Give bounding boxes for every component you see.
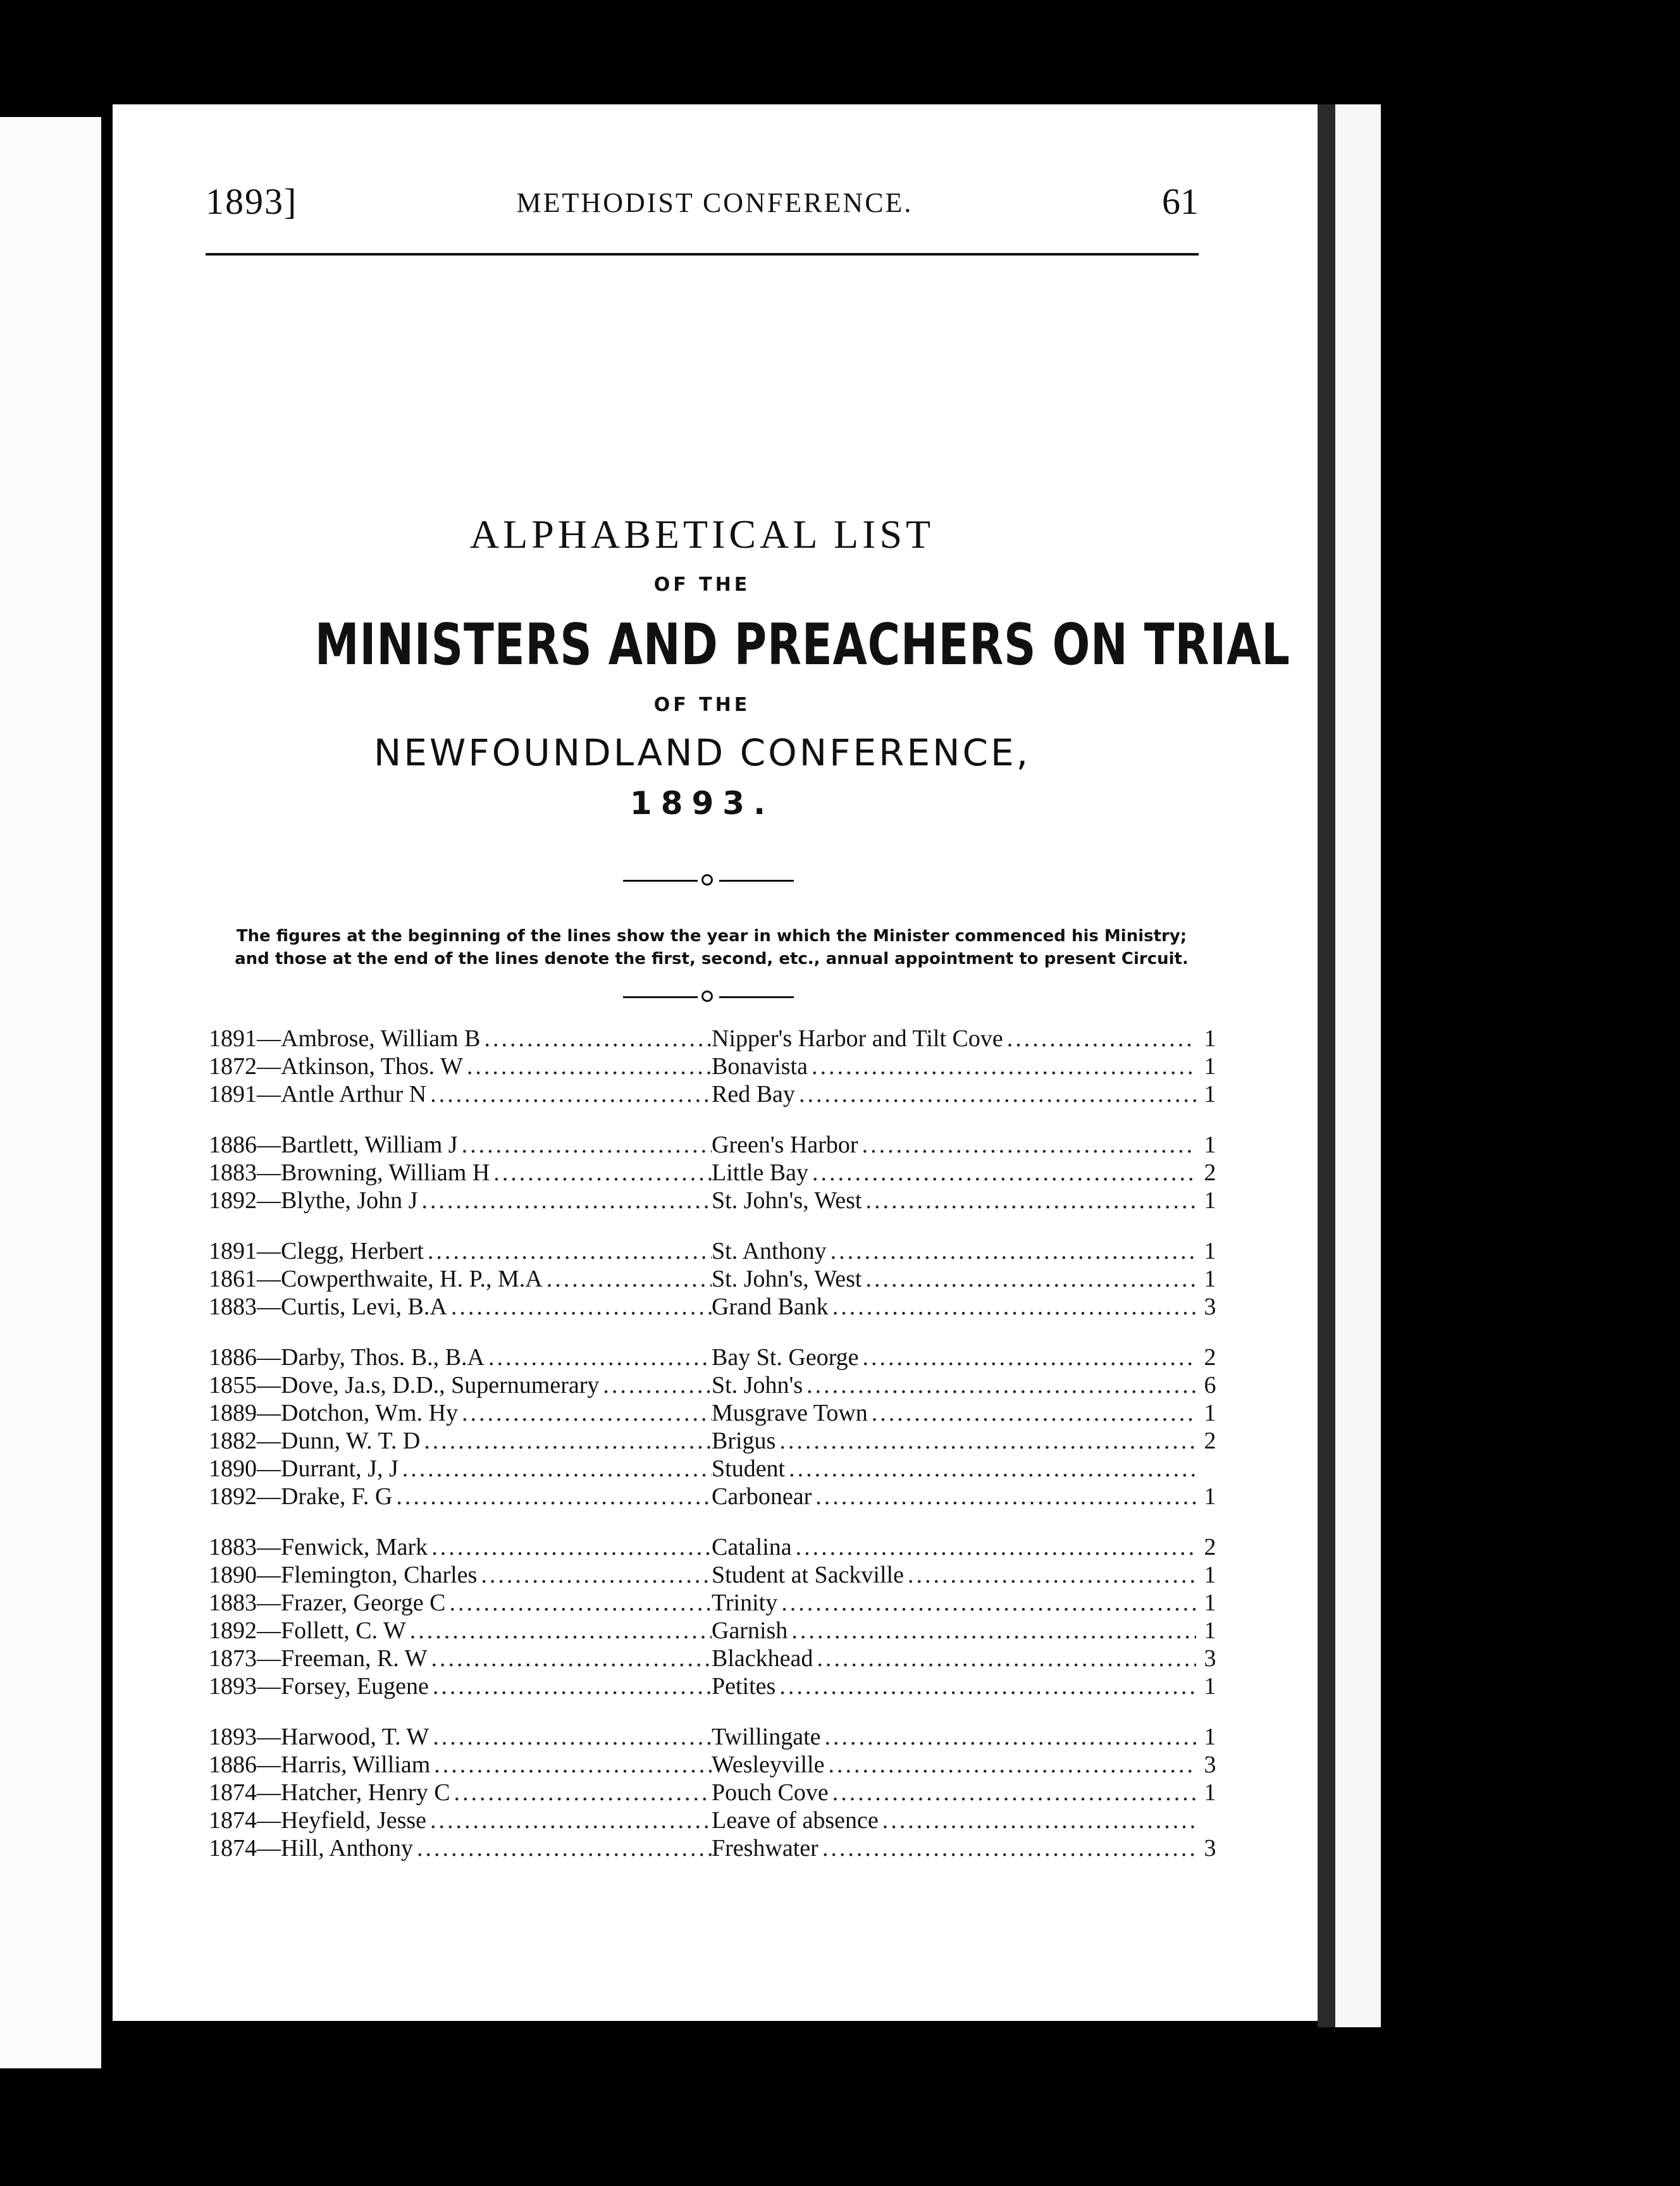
start-year: 1874 [209,1835,257,1862]
start-year: 1882 [209,1428,257,1454]
list-item [209,1533,1224,1561]
circuit-name: Pouch Cove [712,1779,829,1806]
dash-separator: — [257,1132,281,1158]
title-line-2: OF THE [653,574,751,596]
dash-separator: — [257,1053,281,1080]
list-item [209,1080,1224,1108]
circuit-name: Bonavista [712,1053,808,1080]
start-year: 1886 [209,1751,257,1778]
leader-dots [398,1455,712,1483]
title-line-1: ALPHABETICAL LIST [469,512,935,557]
start-year: 1890 [209,1562,257,1588]
minister-name: Heyfield, Jesse [281,1807,427,1834]
dash-separator: — [257,1617,281,1644]
leader-dots [827,1237,1196,1265]
leader-dots [829,1293,1196,1321]
leader-dots [430,1751,712,1779]
leader-dots [775,1672,1196,1700]
leader-dots [406,1617,712,1645]
note-line-2: and those at the end of the lines denote the first, second, etc., annual appointment to present Circuit. [235,949,1189,968]
dash-separator: — [257,1428,281,1454]
dash-separator: — [257,1807,281,1834]
leader-dots [543,1265,712,1293]
circuit-name: Freshwater [712,1835,818,1862]
appointment-number: 1 [1204,1590,1216,1616]
start-year: 1874 [209,1807,257,1834]
circuit-name: Student at Sackville [712,1562,904,1588]
leader-dots [777,1589,1196,1617]
dash-separator: — [257,1751,281,1778]
list-item [209,1371,1224,1399]
start-year: 1883 [209,1294,257,1320]
list-item [209,1561,1224,1589]
minister-name: Browning, William H [281,1159,490,1186]
leader-dots [821,1723,1196,1751]
leader-dots [490,1159,712,1187]
appointment-number: 1 [1204,1673,1216,1700]
list-item [209,1645,1224,1672]
minister-name: Hill, Anthony [281,1835,414,1862]
circuit-name: St. John's, West [712,1266,862,1292]
dash-separator: — [257,1344,281,1371]
ornamental-divider [623,991,794,1003]
dash-separator: — [257,1562,281,1588]
appointment-number: 3 [1204,1751,1216,1778]
list-group [209,1025,1224,1108]
leader-dots [808,1159,1196,1187]
start-year: 1891 [209,1238,257,1264]
start-year: 1883 [209,1590,257,1616]
list-item [209,1025,1224,1053]
title-conference: NEWFOUNDLAND CONFERENCE, [373,731,1031,774]
minister-name: Curtis, Levi, B.A [281,1294,447,1320]
start-year: 1883 [209,1159,257,1186]
list-item [209,1672,1224,1700]
start-year: 1861 [209,1266,257,1292]
circuit-name: Leave of absence [712,1807,879,1834]
dash-separator: — [257,1400,281,1426]
leader-dots [795,1080,1196,1108]
dash-separator: — [257,1238,281,1264]
leader-dots [792,1533,1196,1561]
list-group [209,1131,1224,1214]
minister-name: Flemington, Charles [281,1562,478,1588]
minister-name: Hatcher, Henry C [281,1779,450,1806]
appointment-number: 3 [1204,1645,1216,1672]
appointment-number: 1 [1204,1483,1216,1510]
minister-name: Harris, William [281,1751,431,1778]
dash-separator: — [257,1483,281,1510]
book-gutter [101,117,113,2068]
ministers-list [209,1025,1224,1885]
list-group [209,1533,1224,1700]
dash-separator: — [257,1159,281,1186]
leader-dots [477,1561,712,1589]
minister-name: Follett, C. W [281,1617,406,1644]
leader-dots [447,1293,712,1321]
minister-name: Bartlett, William J [281,1132,458,1158]
list-item [209,1751,1224,1779]
appointment-number: 1 [1204,1617,1216,1644]
leader-dots [429,1672,712,1700]
ornamental-divider [623,874,794,887]
leader-dots [1003,1025,1196,1053]
minister-name: Forsey, Eugene [281,1673,429,1700]
list-item [209,1159,1224,1187]
minister-name: Durrant, J, J [281,1455,398,1482]
leader-dots [788,1617,1196,1645]
circuit-name: St. Anthony [712,1238,827,1264]
appointment-number: 2 [1204,1534,1216,1560]
circuit-name: Student [712,1455,786,1482]
leader-dots [812,1483,1196,1510]
list-item [209,1779,1224,1806]
circuit-name: Trinity [712,1590,778,1616]
start-year: 1855 [209,1372,257,1399]
dash-separator: — [257,1645,281,1672]
appointment-number: 1 [1204,1779,1216,1806]
circuit-name: Blackhead [712,1645,813,1672]
next-page-edge [1335,104,1381,2027]
start-year: 1890 [209,1455,257,1482]
title-line-4: OF THE [653,694,751,716]
dash-separator: — [257,1455,281,1482]
leader-dots [480,1025,712,1053]
leader-dots [859,1343,1196,1371]
header-rule [206,253,1199,256]
list-item [209,1455,1224,1483]
circuit-name: Brigus [712,1428,776,1454]
circuit-name: St. John's, West [712,1187,862,1214]
circuit-name: Carbonear [712,1483,812,1510]
appointment-number: 1 [1204,1266,1216,1292]
start-year: 1891 [209,1025,257,1052]
note-line-1: The figures at the beginning of the lines show the year in which the Minister commenced his Ministry; [236,927,1187,946]
page-edge-shadow [1318,104,1335,2027]
list-item [209,1589,1224,1617]
minister-name: Darby, Thos. B., B.A [281,1344,485,1371]
circuit-name: Wesleyville [712,1751,825,1778]
minister-name: Clegg, Herbert [281,1238,424,1264]
circuit-name: Garnish [712,1617,788,1644]
leader-dots [429,1723,712,1751]
appointment-number: 1 [1204,1562,1216,1588]
title-block [206,506,1290,829]
appointment-number: 1 [1204,1132,1216,1158]
dash-separator: — [257,1294,281,1320]
explanatory-note [206,925,1218,970]
list-item [209,1617,1224,1645]
leader-dots [413,1834,712,1862]
start-year: 1883 [209,1534,257,1560]
leader-dots [868,1399,1196,1427]
minister-name: Dunn, W. T. D [281,1428,421,1454]
circuit-name: St. John's [712,1372,803,1399]
leader-dots [420,1427,712,1455]
leader-dots [446,1589,712,1617]
list-group [209,1343,1224,1510]
facing-page-edge [0,117,101,2068]
leader-dots [599,1371,712,1399]
dash-separator: — [257,1025,281,1052]
minister-name: Atkinson, Thos. W [281,1053,463,1080]
leader-dots [392,1483,712,1510]
leader-dots [417,1187,712,1214]
list-item [209,1293,1224,1321]
appointment-number: 1 [1204,1187,1216,1214]
dash-separator: — [257,1266,281,1292]
start-year: 1873 [209,1645,257,1672]
list-item [209,1265,1224,1293]
running-head-title: METHODIST CONFERENCE. [516,187,913,218]
leader-dots [808,1053,1196,1080]
leader-dots [428,1533,712,1561]
dash-separator: — [257,1779,281,1806]
running-head-year: 1893] [206,181,298,222]
leader-dots [463,1053,712,1080]
leader-dots [785,1455,1196,1483]
leader-dots [862,1187,1196,1214]
appointment-number: 1 [1204,1724,1216,1750]
list-item [209,1483,1224,1510]
leader-dots [426,1806,712,1834]
start-year: 1893 [209,1724,257,1750]
appointment-number: 2 [1204,1428,1216,1454]
list-group [209,1723,1224,1862]
circuit-name: Green's Harbor [712,1132,858,1158]
appointment-number: 2 [1204,1344,1216,1371]
minister-name: Dotchon, Wm. Hy [281,1400,459,1426]
dash-separator: — [257,1724,281,1750]
leader-dots [450,1779,712,1806]
list-item [209,1237,1224,1265]
circuit-name: Nipper's Harbor and Tilt Cove [712,1025,1003,1052]
minister-name: Fenwick, Mark [281,1534,428,1560]
start-year: 1874 [209,1779,257,1806]
start-year: 1892 [209,1187,257,1214]
leader-dots [424,1237,712,1265]
list-item [209,1399,1224,1427]
list-item [209,1723,1224,1751]
leader-dots [775,1427,1196,1455]
start-year: 1891 [209,1081,257,1108]
running-head [206,180,1199,231]
leader-dots [829,1779,1196,1806]
appointment-number: 1 [1204,1081,1216,1108]
title-main: MINISTERS AND PREACHERS ON TRIAL [314,612,1290,678]
dash-separator: — [257,1534,281,1560]
minister-name: Freeman, R. W [281,1645,428,1672]
leader-dots [803,1371,1196,1399]
dash-separator: — [257,1835,281,1862]
appointment-number: 3 [1204,1294,1216,1320]
appointment-number: 1 [1204,1025,1216,1052]
start-year: 1886 [209,1132,257,1158]
leader-dots [458,1131,712,1159]
leader-dots [879,1806,1196,1834]
leader-dots [485,1343,712,1371]
page-number: 61 [1162,181,1199,222]
leader-dots [427,1645,712,1672]
circuit-name: Bay St. George [712,1344,859,1371]
circuit-name: Twillingate [712,1724,821,1750]
start-year: 1872 [209,1053,257,1080]
list-item [209,1834,1224,1862]
leader-dots [862,1265,1196,1293]
circuit-name: Catalina [712,1534,792,1560]
start-year: 1892 [209,1483,257,1510]
leader-dots [904,1561,1196,1589]
minister-name: Dove, Ja.s, D.D., Supernumerary [281,1372,600,1399]
list-group [209,1237,1224,1321]
appointment-number: 1 [1204,1400,1216,1426]
leader-dots [813,1645,1196,1672]
appointment-number: 3 [1204,1835,1216,1862]
circuit-name: Petites [712,1673,776,1700]
minister-name: Blythe, John J [281,1187,418,1214]
list-item [209,1053,1224,1080]
dash-separator: — [257,1590,281,1616]
title-year: 1893. [629,785,775,822]
leader-dots [858,1131,1196,1159]
list-item [209,1343,1224,1371]
dash-separator: — [257,1673,281,1700]
list-item [209,1187,1224,1214]
appointment-number: 1 [1204,1053,1216,1080]
list-item [209,1131,1224,1159]
circuit-name: Grand Bank [712,1294,829,1320]
start-year: 1886 [209,1344,257,1371]
circuit-name: Musgrave Town [712,1400,868,1426]
dash-separator: — [257,1081,281,1108]
circuit-name: Little Bay [712,1159,809,1186]
start-year: 1893 [209,1673,257,1700]
dash-separator: — [257,1187,281,1214]
leader-dots [426,1080,712,1108]
start-year: 1889 [209,1400,257,1426]
appointment-number: 2 [1204,1159,1216,1186]
dash-separator: — [257,1372,281,1399]
minister-name: Harwood, T. W [281,1724,429,1750]
leader-dots [818,1834,1196,1862]
minister-name: Ambrose, William B [281,1025,481,1052]
minister-name: Drake, F. G [281,1483,393,1510]
minister-name: Frazer, George C [281,1590,446,1616]
minister-name: Antle Arthur N [281,1081,427,1108]
minister-name: Cowperthwaite, H. P., M.A [281,1266,543,1292]
leader-dots [824,1751,1196,1779]
appointment-number: 1 [1204,1238,1216,1264]
appointment-number: 6 [1204,1372,1216,1399]
list-item [209,1427,1224,1455]
circuit-name: Red Bay [712,1081,795,1108]
list-item [209,1806,1224,1834]
start-year: 1892 [209,1617,257,1644]
leader-dots [458,1399,712,1427]
